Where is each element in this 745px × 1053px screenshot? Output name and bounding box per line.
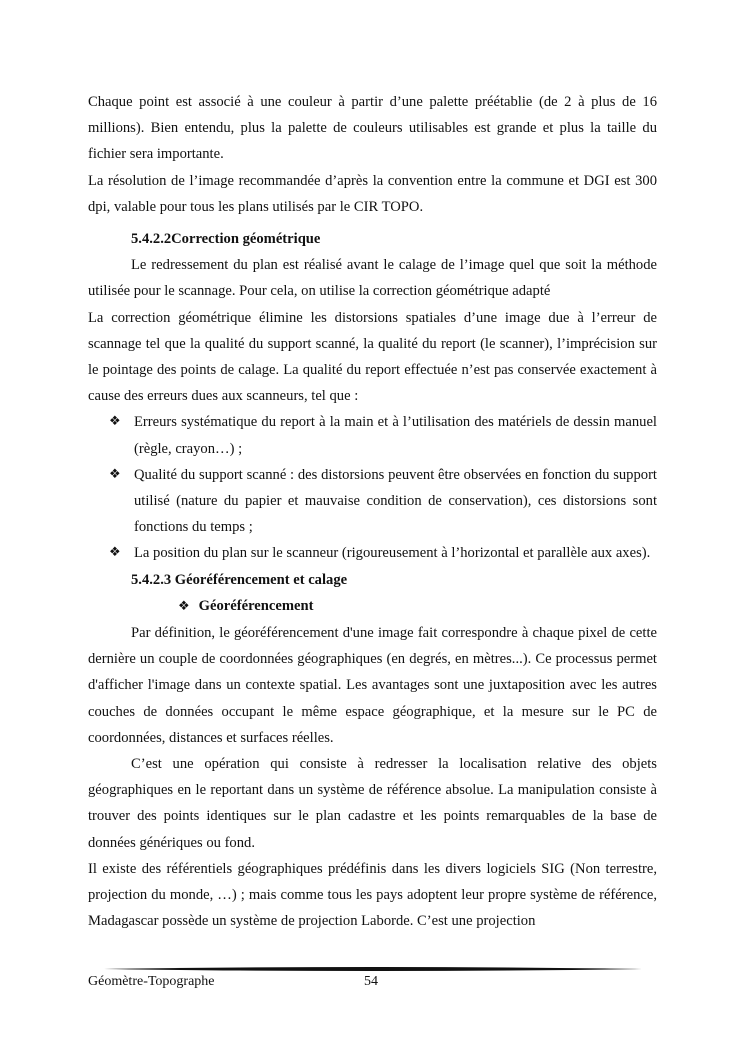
paragraph: C’est une opération qui consiste à redresser la localisation relative des objets géographiques en le reportant dans un système de référence absolue. La manipulation consiste à trouver des points identiques sur le plan cadastre et les points remarquables de la base de données génériques ou fond. bbox=[88, 756, 657, 851]
section-heading: 5.4.2.3 Géoréférencement et calage bbox=[131, 571, 348, 588]
subsection-heading bbox=[178, 593, 657, 620]
list-item bbox=[88, 540, 657, 566]
diamond-bullet-icon: ❖ bbox=[109, 466, 121, 482]
footer-divider bbox=[104, 966, 642, 972]
list-item bbox=[88, 409, 657, 461]
diamond-bullet-icon: ❖ bbox=[109, 414, 121, 430]
paragraph: La résolution de l’image recommandée d’après la convention entre la commune et DGI est 300 dpi, valable pour tous les plans utilisés par le CIR TOPO. bbox=[88, 172, 657, 215]
list-item-text: Qualité du support scanné : des distorsions peuvent être observées en fonction du support utilisé (nature du papier et mauvaise condition de conservation), ces distorsions sont fonctions du temps ; bbox=[134, 466, 657, 536]
paragraph: La correction géométrique élimine les distorsions spatiales d’une image due à l’erreur de scannage tel que la qualité du support scanné, la qualité du report (le scanner), l’imprécision sur le pointage des points de calage. La qualité du report effectuée n’est pas conservée exactement à cause des erreurs dues aux scanneurs, tel que : bbox=[88, 309, 657, 405]
diamond-bullet-icon: ❖ bbox=[109, 545, 121, 561]
paragraph: Il existe des référentiels géographiques prédéfinis dans les divers logiciels SIG (Non terrestre, projection du monde, …) ; mais comme tous les pays adoptent leur propre système de référence, Madagascar possède un système de projection Laborde. C’est une projection bbox=[88, 860, 657, 930]
subsection-heading-text: Géoréférencement bbox=[198, 597, 314, 614]
section-heading: 5.4.2.2Correction géométrique bbox=[131, 231, 321, 248]
list-item-text: La position du plan sur le scanneur (rigoureusement à l’horizontal et parallèle aux axes). bbox=[134, 545, 651, 562]
footer-author: Géomètre-Topographe bbox=[88, 974, 215, 989]
bullet-list bbox=[88, 409, 657, 566]
list-item bbox=[88, 462, 657, 541]
page-body bbox=[88, 89, 657, 935]
paragraph: Par définition, le géoréférencement d'une image fait correspondre à chaque pixel de cette dernière un couple de coordonnées géographiques (en degrés, en mètres...). Ce processus permet d'afficher l'image dans un contexte spatial. Les avantages sont une juxtaposition avec les autres couches de données occupant le même espace géographique, et la mesure sur le PC de coordonnées, distances et surfaces réelles. bbox=[88, 625, 657, 746]
paragraph: Le redressement du plan est réalisé avant le calage de l’image quel que soit la méthode utilisée pour le scannage. Pour cela, on utilise la correction géométrique adapté bbox=[88, 257, 657, 300]
list-item-text: Erreurs systématique du report à la main et à l’utilisation des matériels de dessin manuel (règle, crayon…) ; bbox=[134, 414, 657, 457]
paragraph: Chaque point est associé à une couleur à partir d’une palette préétablie (de 2 à plus de 16 millions). Bien entendu, plus la palette de couleurs utilisables est grande et plus la taille du fichier sera importante. bbox=[88, 94, 657, 163]
page-number: 54 bbox=[364, 974, 378, 989]
diamond-bullet-icon: ❖ bbox=[178, 598, 190, 614]
